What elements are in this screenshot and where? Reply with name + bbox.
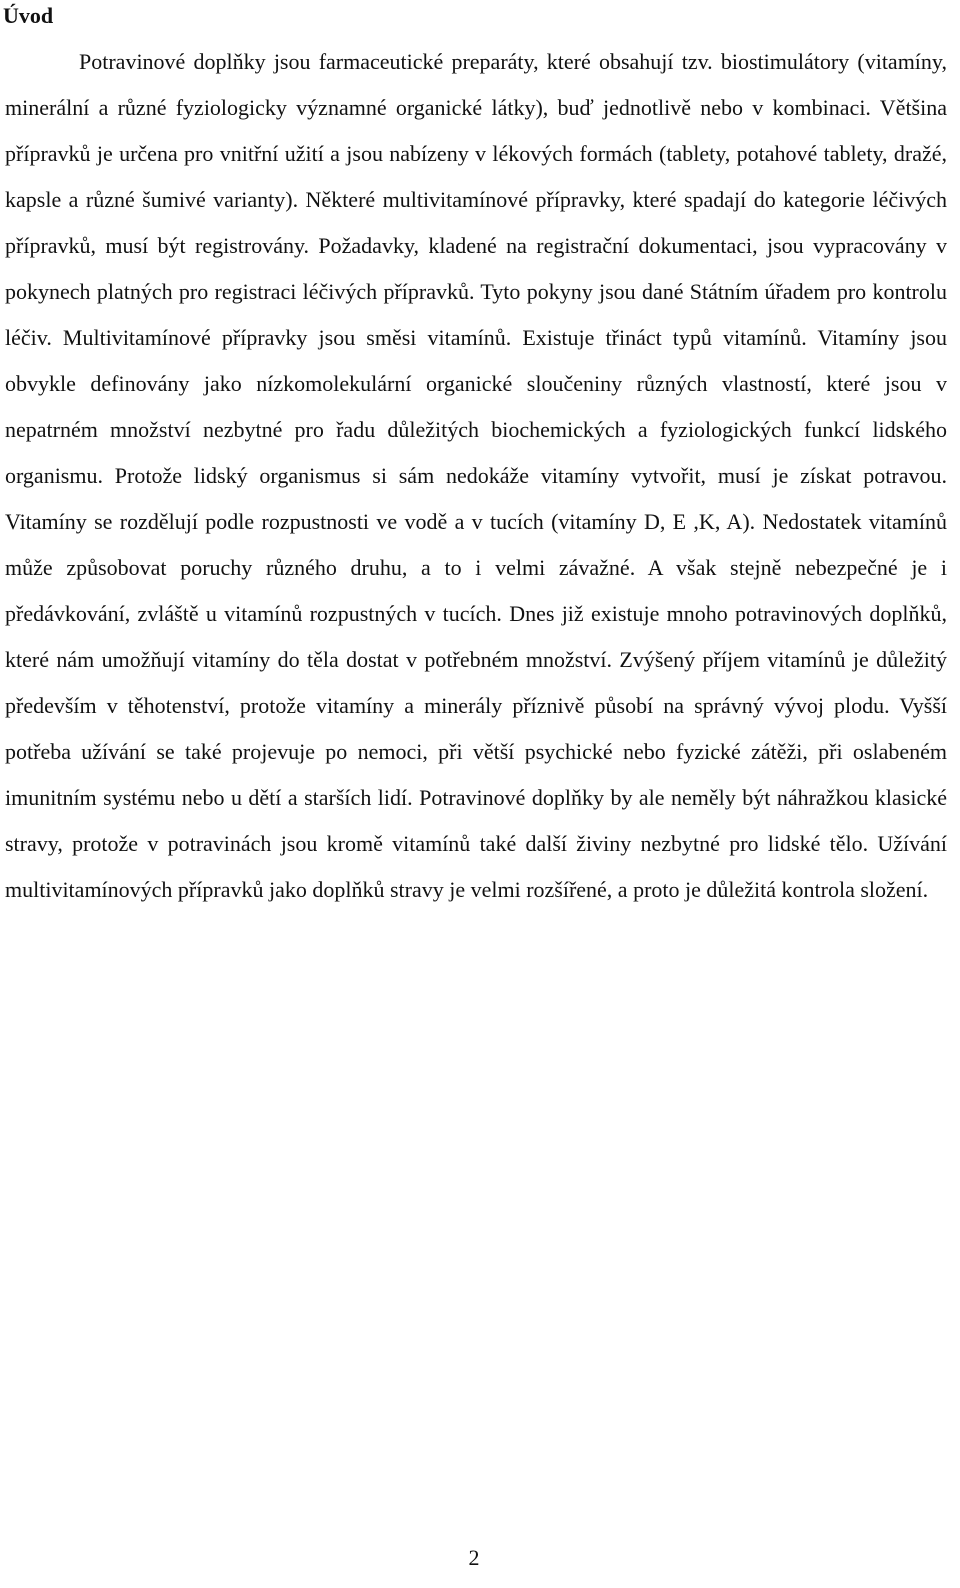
page-number: 2 xyxy=(468,1545,480,1570)
section-heading: Úvod xyxy=(3,3,54,28)
body-paragraph: Potravinové doplňky jsou farmaceutické preparáty, které obsahují tzv. biostimulátory (vitamíny, minerální a různé fyziologicky významné organické látky), buď jednotlivě nebo v kombinaci. Většina přípravků je určena pro vnitřní užití a jsou nabízeny v lékových formách (tablety, potahové tablety, dražé, kapsle a různé šumivé varianty). Některé multivitamínové přípravky, které spadají do kategorie léčivých přípravků, musí být registrovány. Požadavky, kladené na registrační dokumentaci, jsou vypracovány v pokynech platných pro registraci léčivých přípravků. Tyto pokyny jsou dané Státním úřadem pro kontrolu léčiv. Multivitamínové přípravky jsou směsi vitamínů. Existuje třináct typů vitamínů. Vitamíny jsou obvykle definovány jako nízkomolekulární organické sloučeniny různých vlastností, které jsou v nepatrném množství nezbytné pro řadu důležitých biochemických a fyziologických funkcí lidského organismu. Protože lidský organismus si sám nedokáže vitamíny vytvořit, musí je získat potravou. Vitamíny se rozdělují podle rozpustnosti ve vodě a v tucích (vitamíny D, E ,K, A). Nedostatek vitamínů může způsobovat poruchy různého druhu, a to i velmi závažné. A však stejně nebezpečné je i předávkování, zvláště u vitamínů rozpustných v tucích. Dnes již existuje mnoho potravinových doplňků, které nám umožňují vitamíny do těla dostat v potřebném množství. Zvýšený příjem vitamínů je důležitý především v těhotenství, protože vitamíny a minerály příznivě působí na správný vývoj plodu. Vyšší potřeba užívání se také projevuje po nemoci, při větší psychické nebo fyzické zátěži, při oslabeném imunitním systému nebo u dětí a starších lidí. Potravinové doplňky by ale neměly být náhražkou klasické stravy, protože v potravinách jsou kromě vitamínů také další živiny nezbytné pro lidské tělo. Užívání multivitamínových přípravků jako doplňků stravy je velmi rozšířené, a proto je důležitá kontrola složení. xyxy=(5,49,947,902)
